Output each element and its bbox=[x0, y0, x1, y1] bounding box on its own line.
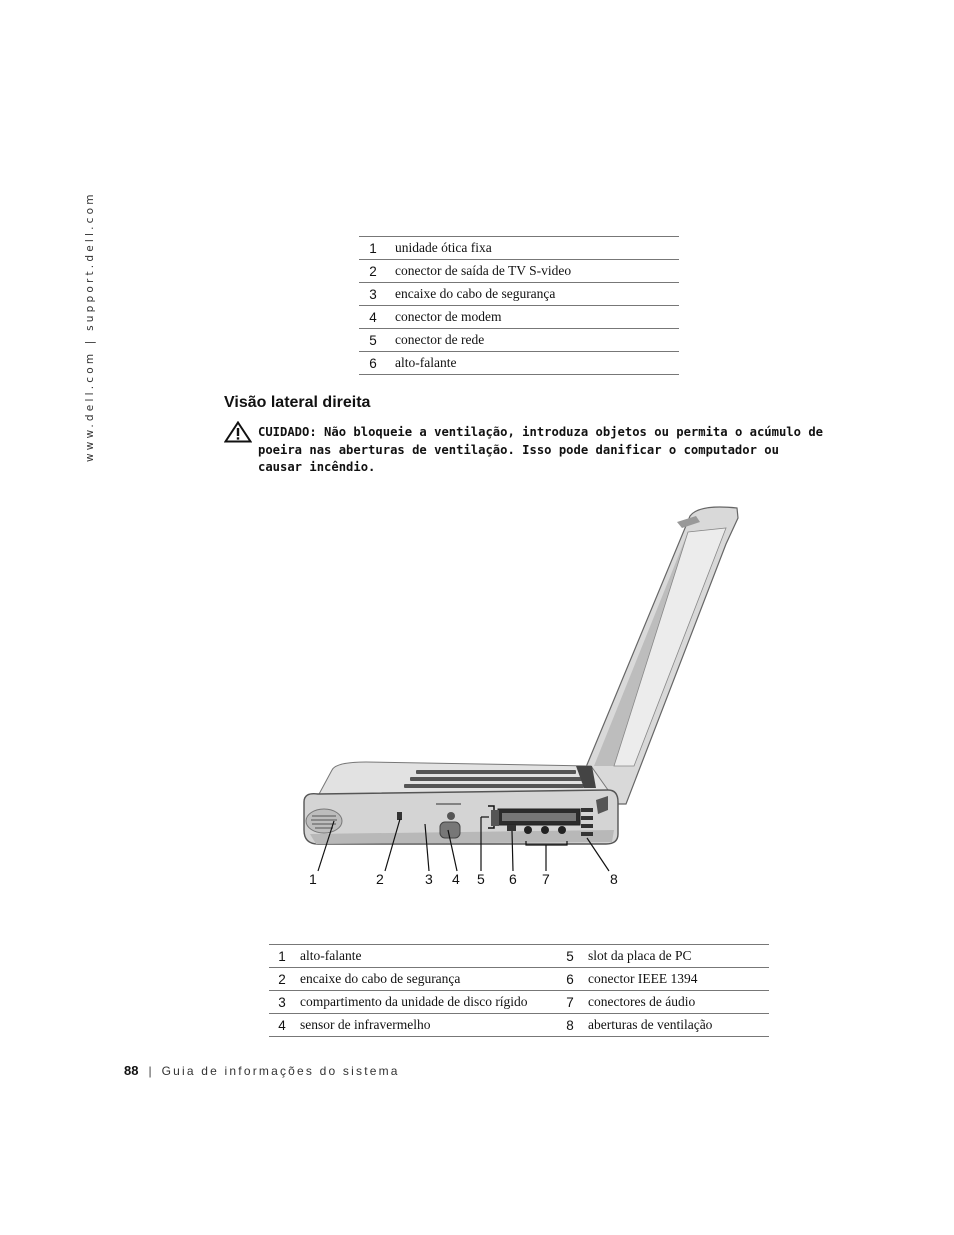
item-label: alto-falante bbox=[387, 352, 679, 375]
callout-number: 4 bbox=[452, 871, 460, 887]
item-number: 1 bbox=[359, 237, 387, 260]
table-row bbox=[359, 260, 679, 283]
item-label: conectores de áudio bbox=[583, 991, 769, 1014]
footer-separator: | bbox=[148, 1064, 152, 1078]
item-number: 1 bbox=[269, 945, 295, 968]
item-number: 2 bbox=[269, 968, 295, 991]
caution-body: Não bloqueie a ventilação, introduza objetos ou permita o acúmulo de poeira nas aberturas de ventilação. Isso pode danificar o computador ou causar incêndio. bbox=[258, 425, 823, 474]
page-number: 88 bbox=[124, 1063, 139, 1078]
caution-label: CUIDADO: bbox=[258, 425, 317, 439]
item-number: 4 bbox=[359, 306, 387, 329]
item-number: 5 bbox=[557, 945, 583, 968]
item-number: 5 bbox=[359, 329, 387, 352]
item-label: encaixe do cabo de segurança bbox=[295, 968, 557, 991]
item-label: sensor de infravermelho bbox=[295, 1014, 557, 1037]
table-row bbox=[359, 329, 679, 352]
footer-title: Guia de informações do sistema bbox=[161, 1064, 400, 1078]
callout-number: 2 bbox=[376, 871, 384, 887]
item-number: 3 bbox=[269, 991, 295, 1014]
table-side-components bbox=[269, 944, 769, 1037]
item-label: aberturas de ventilação bbox=[583, 1014, 769, 1037]
item-label: conector IEEE 1394 bbox=[583, 968, 769, 991]
table-row bbox=[269, 1014, 769, 1037]
side-url bbox=[84, 191, 98, 466]
item-label: compartimento da unidade de disco rígido bbox=[295, 991, 557, 1014]
section-heading: Visão lateral direita bbox=[224, 394, 371, 411]
item-number: 6 bbox=[557, 968, 583, 991]
item-label: encaixe do cabo de segurança bbox=[387, 283, 679, 306]
item-label: conector de modem bbox=[387, 306, 679, 329]
table-row bbox=[269, 945, 769, 968]
table-row bbox=[359, 306, 679, 329]
callout-number: 1 bbox=[309, 871, 317, 887]
table-row bbox=[359, 237, 679, 260]
table-row bbox=[359, 352, 679, 375]
caution-text bbox=[258, 424, 828, 477]
item-label: unidade ótica fixa bbox=[387, 237, 679, 260]
callout-number: 3 bbox=[425, 871, 433, 887]
item-label: alto-falante bbox=[295, 945, 557, 968]
page-footer bbox=[124, 1063, 400, 1078]
item-number: 8 bbox=[557, 1014, 583, 1037]
item-label: slot da placa de PC bbox=[583, 945, 769, 968]
item-number: 6 bbox=[359, 352, 387, 375]
callout-number: 6 bbox=[509, 871, 517, 887]
callout-number: 7 bbox=[542, 871, 550, 887]
warning-triangle-icon bbox=[224, 421, 252, 443]
callout-number: 8 bbox=[610, 871, 618, 887]
item-number: 4 bbox=[269, 1014, 295, 1037]
table-row bbox=[269, 968, 769, 991]
table-top-components bbox=[359, 236, 679, 375]
item-label: conector de saída de TV S-video bbox=[387, 260, 679, 283]
callout-number: 5 bbox=[477, 871, 485, 887]
item-number: 3 bbox=[359, 283, 387, 306]
item-label: conector de rede bbox=[387, 329, 679, 352]
item-number: 7 bbox=[557, 991, 583, 1014]
table-row bbox=[359, 283, 679, 306]
item-number: 2 bbox=[359, 260, 387, 283]
side-url-text: www.dell.com | support.dell.com bbox=[84, 191, 96, 462]
figure-callout-lines bbox=[296, 504, 746, 894]
table-row bbox=[269, 991, 769, 1014]
